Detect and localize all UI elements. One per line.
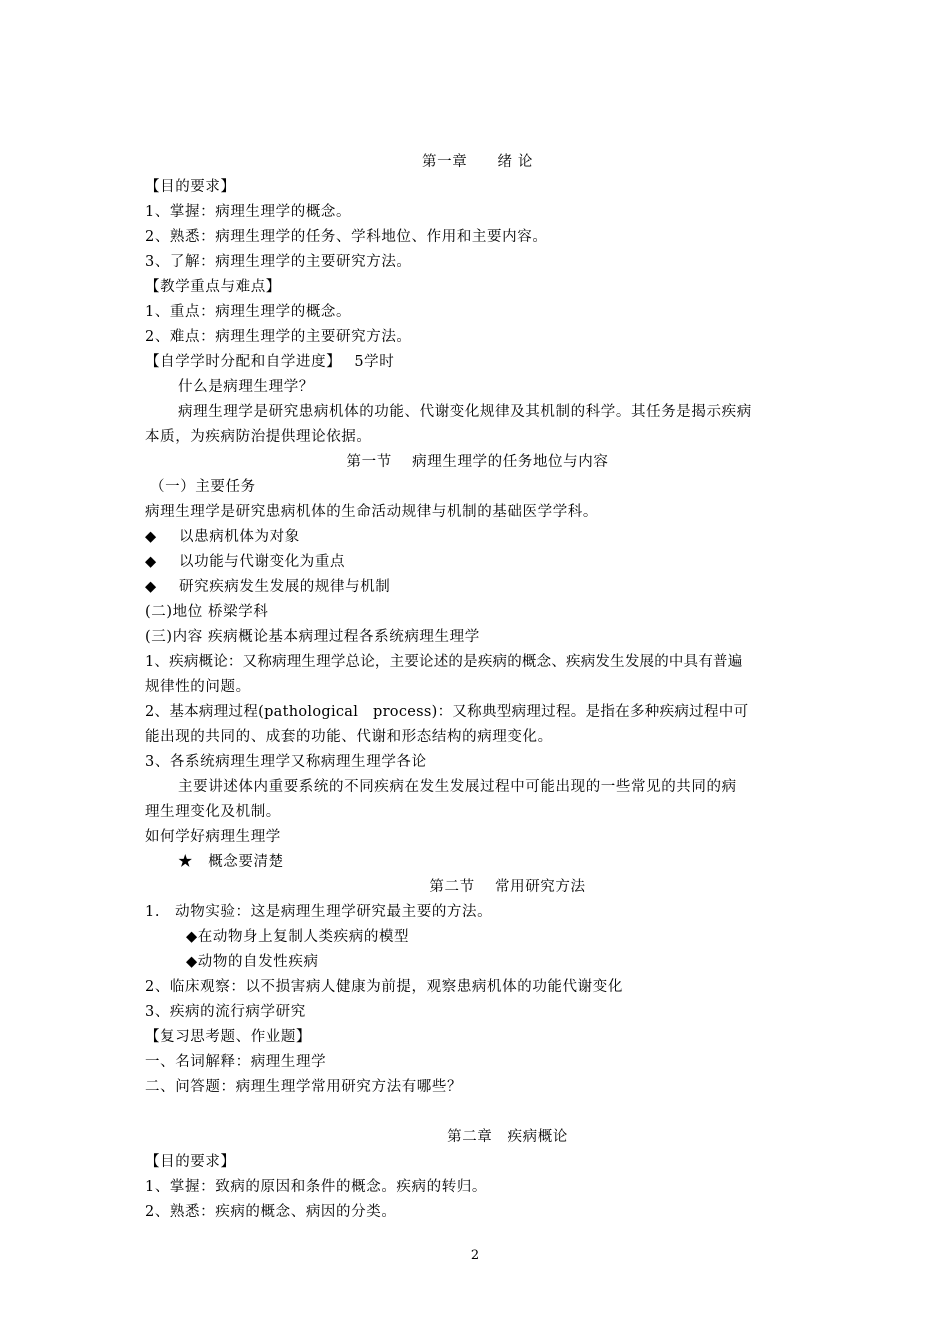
review-item: 一、名词解释：病理生理学 — [145, 1054, 327, 1070]
objective-item: 1、掌握：致病的原因和条件的概念。疾病的转归。 — [145, 1179, 488, 1195]
objective-item: 2、熟悉：疾病的概念、病因的分类。 — [145, 1204, 397, 1220]
content-item-3: 3、各系统病理生理学又称病理生理学各论 — [145, 754, 427, 770]
how-to-learn: 如何学好病理生理学 — [145, 829, 281, 845]
definition-line: 本质，为疾病防治提供理论依据。 — [145, 429, 372, 445]
bullet-item-label: 以功能与代谢变化为重点 — [179, 554, 346, 570]
key-points-header: 【教学重点与难点】 — [145, 279, 281, 295]
section1-sub2: (二)地位 桥梁学科 — [145, 604, 269, 620]
question-line: 什么是病理生理学？ — [178, 379, 314, 395]
section1-sub3: (三)内容 疾病概论基本病理过程各系统病理生理学 — [145, 629, 480, 645]
definition-line: 病理生理学是研究患病机体的功能、代谢变化规律及其机制的科学。其任务是揭示疾病 — [178, 404, 752, 420]
objective-item: 3、了解：病理生理学的主要研究方法。 — [145, 254, 412, 270]
chapter2-title: 第二章 疾病概论 — [447, 1129, 568, 1145]
key-point-item: 1、重点：病理生理学的概念。 — [145, 304, 352, 320]
schedule-line: 【自学学时分配和自学进度】 5学时 — [145, 354, 395, 370]
chapter1-title: 第一章 绪 论 — [422, 154, 533, 170]
section1-sub1: （一）主要任务 — [150, 479, 256, 495]
method-sub-item: ◆动物的自发性疾病 — [186, 954, 319, 970]
content-item-2: 2、基本病理过程(pathological process)：又称典型病理过程。是指在多种疾病过程中可 — [145, 704, 749, 720]
key-point-item: 2、难点：病理生理学的主要研究方法。 — [145, 329, 412, 345]
section1-title: 第一节 病理生理学的任务地位与内容 — [346, 454, 609, 470]
diamond-bullet-icon: ◆ — [145, 529, 157, 545]
star-item: ★ 概念要清楚 — [178, 854, 284, 870]
chapter1-objectives-header: 【目的要求】 — [145, 179, 236, 195]
review-item: 二、问答题：病理生理学常用研究方法有哪些？ — [145, 1079, 463, 1095]
content-item-1: 1、疾病概论：又称病理生理学总论，主要论述的是疾病的概念、疾病发生发展的中具有普遍 — [145, 654, 743, 670]
chapter2-objectives-header: 【目的要求】 — [145, 1154, 236, 1170]
method-item: 1. 动物实验：这是病理生理学研究最主要的方法。 — [145, 904, 493, 920]
content-item-1-cont: 规律性的问题。 — [145, 679, 251, 695]
section1-sub1-text: 病理生理学是研究患病机体的生命活动规律与机制的基础医学学科。 — [145, 504, 598, 520]
page-number: 2 — [470, 1248, 480, 1263]
bullet-item — [145, 552, 810, 572]
content-item-3-desc-cont: 理生理变化及机制。 — [145, 804, 281, 820]
content-item-2-cont: 能出现的共同的、成套的功能、代谢和形态结构的病理变化。 — [145, 729, 553, 745]
diamond-bullet-icon: ◆ — [145, 554, 157, 570]
bullet-item — [145, 527, 810, 547]
method-sub-item: ◆在动物身上复制人类疾病的模型 — [186, 929, 410, 945]
section2-title: 第二节 常用研究方法 — [429, 879, 586, 895]
bullet-item-label: 以患病机体为对象 — [179, 529, 300, 545]
diamond-bullet-icon: ◆ — [145, 579, 157, 595]
method-item: 2、临床观察：以不损害病人健康为前提，观察患病机体的功能代谢变化 — [145, 979, 623, 995]
bullet-item-label: 研究疾病发生发展的规律与机制 — [179, 579, 391, 595]
objective-item: 1、掌握：病理生理学的概念。 — [145, 204, 352, 220]
review-header: 【复习思考题、作业题】 — [145, 1029, 312, 1045]
method-item: 3、疾病的流行病学研究 — [145, 1004, 306, 1020]
bullet-item — [145, 577, 810, 597]
content-item-3-desc: 主要讲述体内重要系统的不同疾病在发生发展过程中可能出现的一些常见的共同的病 — [178, 779, 737, 795]
objective-item: 2、熟悉：病理生理学的任务、学科地位、作用和主要内容。 — [145, 229, 548, 245]
